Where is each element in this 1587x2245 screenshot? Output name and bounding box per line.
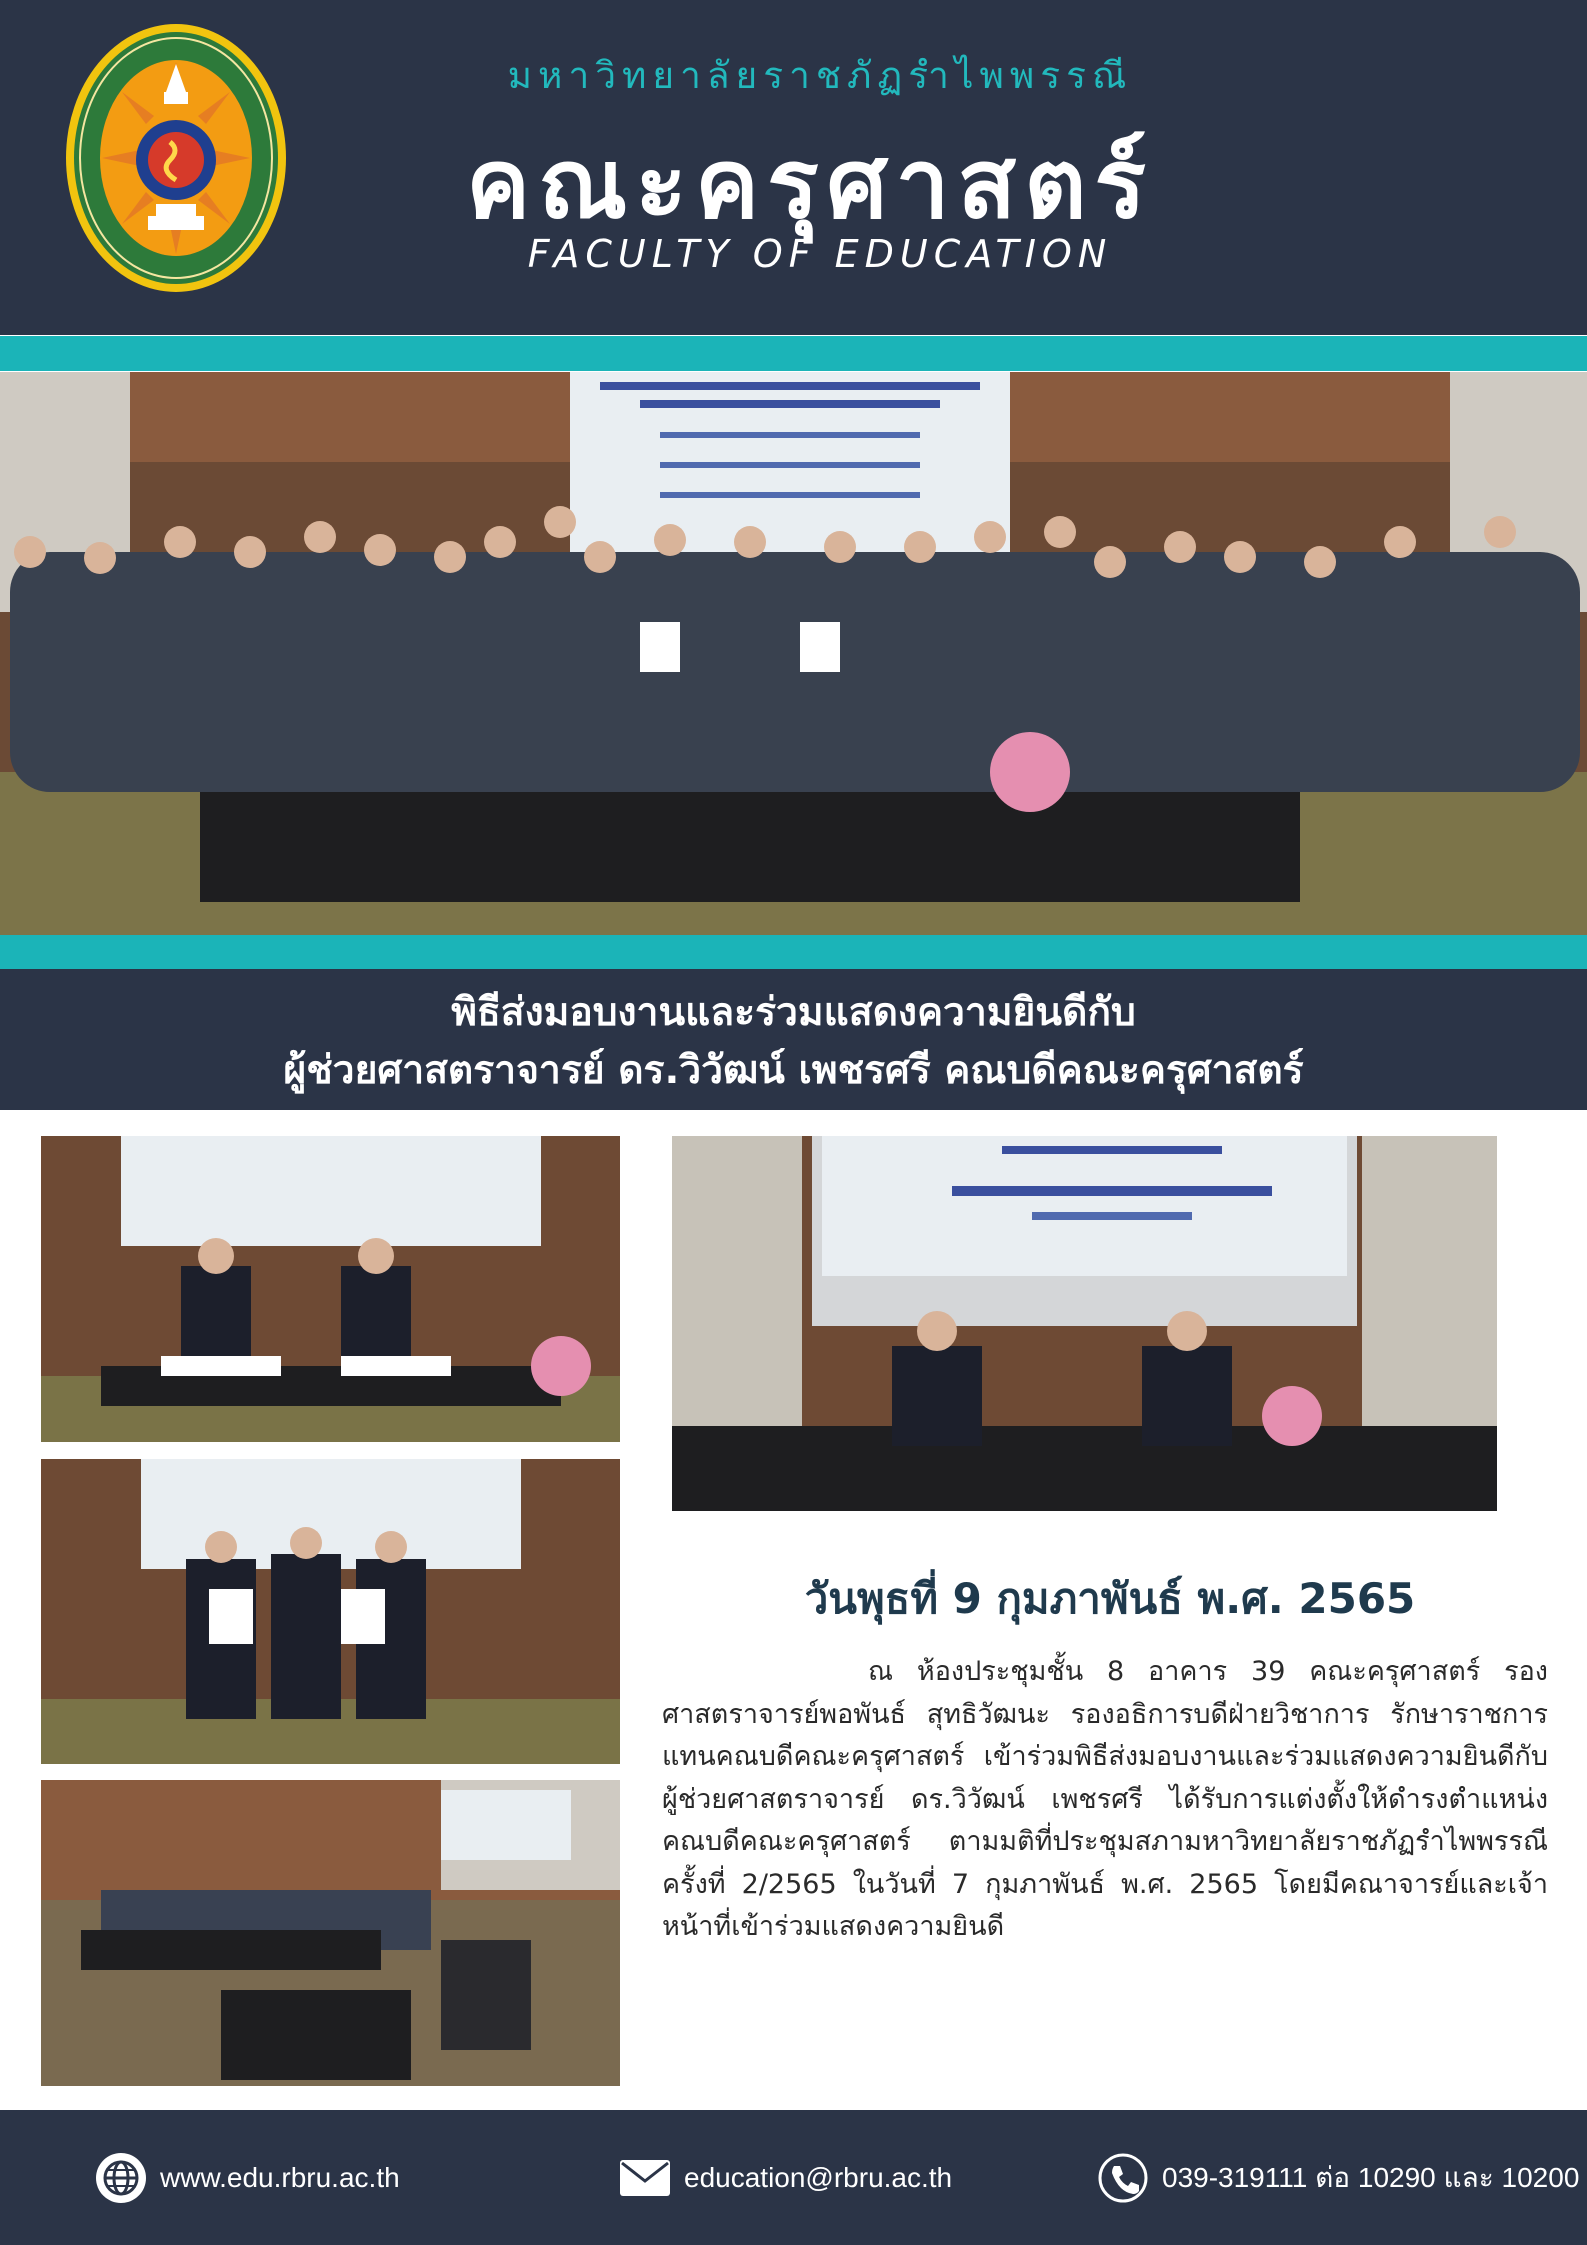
university-seal-icon	[62, 20, 290, 296]
email-contact[interactable]	[618, 2150, 952, 2206]
headline-line-2: ผู้ช่วยศาสตราจารย์ ดร.วิวัฒน์ เพชรศรี คณบดีคณะครุศาสตร์	[283, 1048, 1304, 1093]
event-date: วันพุธที่ 9 กุมภาพันธ์ พ.ศ. 2565	[804, 1574, 1416, 1623]
teal-divider-top	[0, 336, 1587, 371]
handover-photo	[41, 1459, 620, 1764]
headline-band	[0, 969, 1587, 1110]
presidium-photo	[672, 1136, 1497, 1511]
group-photo	[0, 372, 1587, 935]
faculty-title-thai: คณะครุศาสตร์	[466, 128, 1154, 240]
signing-photo	[41, 1136, 620, 1442]
envelope-icon	[618, 2151, 672, 2205]
university-name: มหาวิทยาลัยราชภัฏรำไพพรรณี	[507, 54, 1133, 97]
globe-icon	[94, 2151, 148, 2205]
headline-line-1: พิธีส่งมอบงานและร่วมแสดงความยินดีกับ	[451, 990, 1136, 1035]
faculty-title-english: FACULTY OF EDUCATION	[527, 232, 1113, 276]
email-text: education@rbru.ac.th	[684, 2162, 953, 2193]
phone-text: 039-319111 ต่อ 10290 และ 10200	[1162, 2162, 1580, 2193]
article-body: ณ ห้องประชุมชั้น 8 อาคาร 39 คณะครุศาสตร์ รองศาสตราจารย์พอพันธ์ สุทธิวัฒนะ รองอธิการบดีฝ่ายวิชาการ รักษาราชการแทนคณบดีคณะครุศาสตร์ เข้าร่วมพิธีส่งมอบงานและร่วมแสดงความยินดีกับ ผู้ช่วยศาสตราจารย์ ดร.วิวัฒน์ เพชรศรี ได้รับการแต่งตั้งให้ดำรงตำแหน่ง คณบดีคณะครุศาสตร์ ตามมติที่ประชุมสภามหาวิทยาลัยราชภัฏรำไพพรรณี ครั้งที่ 2/2565 ในวันที่ 7 กุมภาพันธ์ พ.ศ. 2565 โดยมีคณาจารย์และเจ้าหน้าที่เข้าร่วมแสดงความยินดี	[662, 1656, 1548, 1942]
meeting-room-photo	[41, 1780, 620, 2086]
page-header	[0, 0, 1587, 335]
phone-icon	[1096, 2151, 1150, 2205]
website-contact[interactable]	[94, 2150, 400, 2206]
teal-divider-middle	[0, 935, 1587, 969]
phone-contact[interactable]	[1096, 2150, 1579, 2206]
page-footer	[0, 2110, 1587, 2245]
website-text: www.edu.rbru.ac.th	[160, 2162, 400, 2193]
